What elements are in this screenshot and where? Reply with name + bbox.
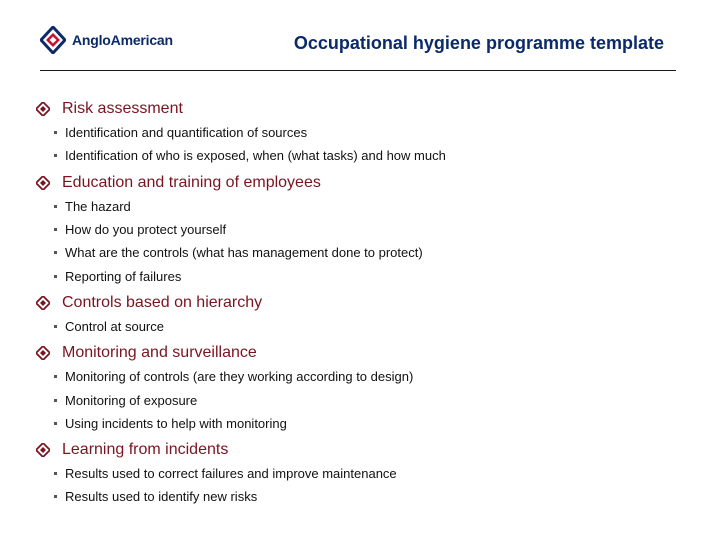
bullet-dot-icon <box>54 325 57 328</box>
section-heading-text: Education and training of employees <box>62 173 321 191</box>
logo-text: AngloAmerican <box>72 32 173 48</box>
header-divider <box>40 70 676 71</box>
list-item-text: Monitoring of exposure <box>65 392 198 408</box>
diamond-bullet-icon <box>36 102 50 116</box>
section <box>36 292 696 338</box>
diamond-bullet-icon <box>36 296 50 310</box>
list-item-text: Identification of who is exposed, when (what tasks) and how much <box>65 148 446 164</box>
bullet-dot-icon <box>54 495 57 498</box>
list-item <box>36 462 696 485</box>
bullet-dot-icon <box>54 399 57 402</box>
list-item-text: Reporting of failures <box>65 268 182 284</box>
list-item-text: Control at source <box>65 318 164 334</box>
list-item <box>36 121 696 144</box>
section-heading-text: Learning from incidents <box>62 440 229 458</box>
list-item <box>36 412 696 435</box>
list-item-text: How do you protect yourself <box>65 222 227 238</box>
diamond-bullet-icon <box>36 443 50 457</box>
list-item-text: Monitoring of controls (are they working according to design) <box>65 369 414 385</box>
bullet-list <box>36 462 696 509</box>
diamond-bullet-icon <box>36 176 50 190</box>
section <box>36 439 696 509</box>
section-heading-text: Risk assessment <box>62 100 183 117</box>
bullet-dot-icon <box>54 228 57 231</box>
section <box>36 172 696 288</box>
section-heading <box>36 98 696 120</box>
list-item-text: The hazard <box>65 198 131 214</box>
bullet-list <box>36 121 696 168</box>
bullet-list <box>36 195 696 288</box>
list-item <box>36 388 696 411</box>
list-item <box>36 315 696 338</box>
bullet-dot-icon <box>54 275 57 278</box>
list-item <box>36 144 696 167</box>
list-item <box>36 264 696 287</box>
page-title: Occupational hygiene programme template <box>293 33 664 53</box>
list-item <box>36 365 696 388</box>
list-item-text: Results used to identify new risks <box>65 489 258 505</box>
list-item <box>36 485 696 508</box>
list-item-text: What are the controls (what has management done to protect) <box>65 245 423 261</box>
section <box>36 342 696 435</box>
list-item <box>36 195 696 218</box>
content-area <box>36 98 696 513</box>
section-heading <box>36 172 696 194</box>
bullet-dot-icon <box>54 205 57 208</box>
bullet-dot-icon <box>54 375 57 378</box>
section-heading <box>36 439 696 461</box>
section-heading <box>36 342 696 364</box>
bullet-dot-icon <box>54 422 57 425</box>
bullet-dot-icon <box>54 131 57 134</box>
bullet-dot-icon <box>54 154 57 157</box>
bullet-list <box>36 315 696 338</box>
section <box>36 98 696 168</box>
list-item <box>36 241 696 264</box>
list-item-text: Results used to correct failures and improve maintenance <box>65 466 397 482</box>
diamond-bullet-icon <box>36 346 50 360</box>
anglo-american-logo-icon <box>40 26 66 54</box>
section-heading <box>36 292 696 314</box>
section-heading-text: Monitoring and surveillance <box>62 344 257 362</box>
logo <box>40 24 173 56</box>
list-item <box>36 218 696 241</box>
bullet-dot-icon <box>54 472 57 475</box>
bullet-list <box>36 365 696 435</box>
section-heading-text: Controls based on hierarchy <box>62 293 263 311</box>
list-item-text: Identification and quantification of sources <box>65 125 308 141</box>
bullet-dot-icon <box>54 251 57 254</box>
list-item-text: Using incidents to help with monitoring <box>65 415 287 431</box>
